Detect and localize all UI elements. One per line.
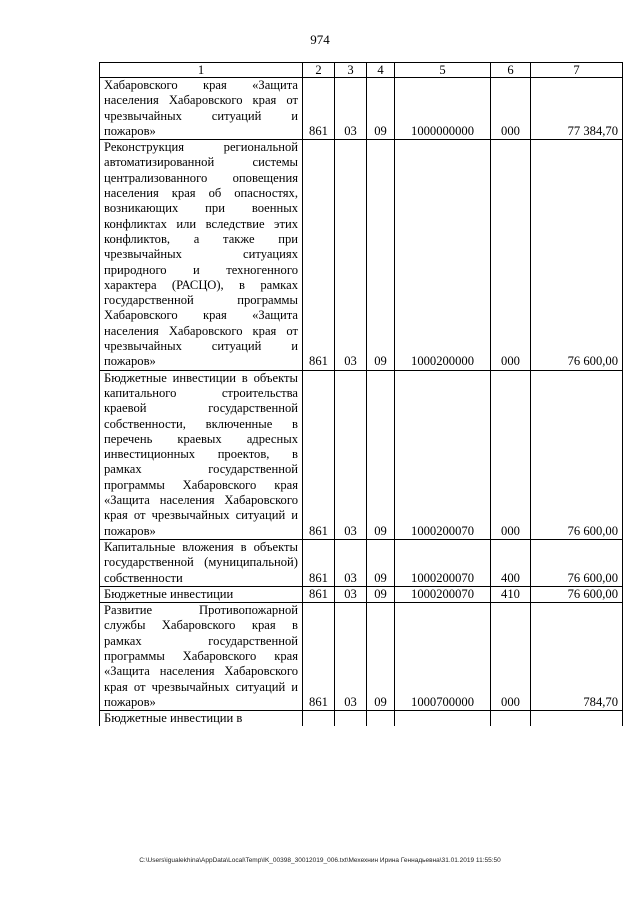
row-code-subsection: 09: [367, 370, 395, 539]
table-row: [100, 140, 623, 370]
row-code-section: 03: [335, 586, 367, 602]
row-code-target: 1000000000: [395, 78, 491, 140]
row-code-subsection: 09: [367, 539, 395, 586]
row-code-expense-type: 000: [491, 603, 531, 711]
row-amount: 77 384,70: [531, 78, 623, 140]
row-code-target: 1000200000: [395, 140, 491, 370]
header-col-2: 2: [303, 63, 335, 78]
file-path-footer: C:\Users\igualekhina\AppData\Local\Temp\IK_00398_30012019_006.txt\Мехехнин Ирина Геннадьевна\31.01.2019 11:55:50: [139, 857, 501, 864]
row-code-ministry: 861: [303, 603, 335, 711]
row-code-target: 1000200070: [395, 539, 491, 586]
row-code-target: [395, 711, 491, 727]
row-code-section: 03: [335, 140, 367, 370]
row-name: Капитальные вложения в объекты государственной (муниципальной) собственности: [100, 539, 303, 586]
table-row: [100, 370, 623, 539]
header-row: [100, 63, 623, 78]
row-name: Развитие Противопожарной службы Хабаровского края в рамках государственной программы Хабаровского края «Защита населения Хабаровского края от чрезвычайных ситуаций и пожаров»: [100, 603, 303, 711]
row-amount: 76 600,00: [531, 140, 623, 370]
row-code-expense-type: 400: [491, 539, 531, 586]
budget-table: [99, 62, 623, 726]
row-code-subsection: 09: [367, 140, 395, 370]
header-col-1: 1: [100, 63, 303, 78]
row-code-section: 03: [335, 78, 367, 140]
row-code-subsection: [367, 711, 395, 727]
header-col-7: 7: [531, 63, 623, 78]
row-amount: 76 600,00: [531, 370, 623, 539]
header-col-3: 3: [335, 63, 367, 78]
table-row: [100, 711, 623, 727]
row-name: Бюджетные инвестиции в объекты капитального строительства краевой государственной собственности, включенные в перечень краевых адресных инвестиционных проектов, в рамках государственной программы Хабаровского края «Защита населения Хабаровского края от чрезвычайных ситуаций и пожаров»: [100, 370, 303, 539]
row-amount: 76 600,00: [531, 539, 623, 586]
header-col-6: 6: [491, 63, 531, 78]
row-code-target: 1000200070: [395, 586, 491, 602]
row-name: Хабаровского края «Защита населения Хабаровского края от чрезвычайных ситуаций и пожаров»: [100, 78, 303, 140]
row-code-target: 1000200070: [395, 370, 491, 539]
row-code-ministry: 861: [303, 370, 335, 539]
row-code-section: 03: [335, 603, 367, 711]
row-code-target: 1000700000: [395, 603, 491, 711]
row-amount: [531, 711, 623, 727]
row-code-subsection: 09: [367, 603, 395, 711]
row-name: Бюджетные инвестиции: [100, 586, 303, 602]
row-code-subsection: 09: [367, 586, 395, 602]
row-code-ministry: [303, 711, 335, 727]
table-row: [100, 586, 623, 602]
row-code-section: 03: [335, 370, 367, 539]
row-amount: 784,70: [531, 603, 623, 711]
row-name: Реконструкция региональной автоматизированной системы централизованного оповещения населения края об опасностях, возникающих при военных конфликтах или вследствие этих конфликтов, а также при чрезвычайных ситуациях природного и техногенного характера (РАСЦО), в рамках государственной программы Хабаровского края «Защита населения Хабаровского края от чрезвычайных ситуаций и пожаров»: [100, 140, 303, 370]
page-number: 974: [310, 32, 330, 47]
header-col-4: 4: [367, 63, 395, 78]
row-code-expense-type: 410: [491, 586, 531, 602]
header-col-5: 5: [395, 63, 491, 78]
table-row: [100, 603, 623, 711]
row-code-ministry: 861: [303, 140, 335, 370]
row-code-expense-type: 000: [491, 78, 531, 140]
row-code-section: 03: [335, 539, 367, 586]
row-amount: 76 600,00: [531, 586, 623, 602]
row-code-ministry: 861: [303, 586, 335, 602]
row-code-expense-type: 000: [491, 140, 531, 370]
row-name: Бюджетные инвестиции в: [100, 711, 303, 727]
row-code-expense-type: 000: [491, 370, 531, 539]
table-row: [100, 78, 623, 140]
row-code-ministry: 861: [303, 539, 335, 586]
row-code-subsection: 09: [367, 78, 395, 140]
table-row: [100, 539, 623, 586]
row-code-ministry: 861: [303, 78, 335, 140]
row-code-expense-type: [491, 711, 531, 727]
row-code-section: [335, 711, 367, 727]
